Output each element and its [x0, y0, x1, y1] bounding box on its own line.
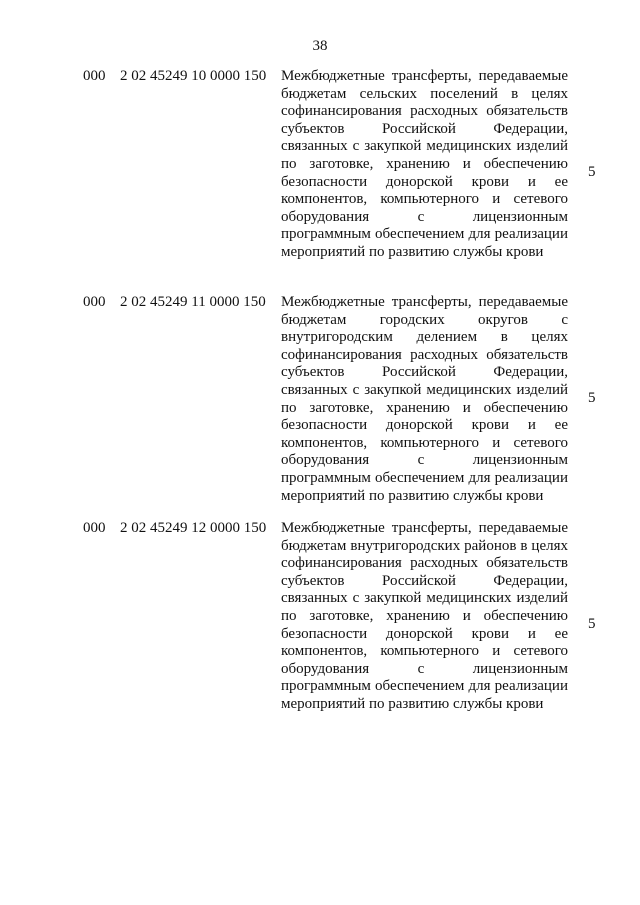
page-number: 38 — [312, 38, 328, 54]
allocation-norm: 5 — [588, 390, 596, 406]
budget-classification-code: 2 02 45249 12 0000 150 — [120, 520, 267, 536]
allocation-norm: 5 — [588, 164, 596, 180]
admin-code: 000 — [83, 68, 106, 84]
table-row — [0, 68, 640, 294]
budget-table — [0, 68, 640, 746]
budget-classification-code: 2 02 45249 10 0000 150 — [120, 68, 267, 84]
table-row — [0, 294, 640, 520]
budget-classification-code: 2 02 45249 11 0000 150 — [120, 294, 266, 310]
admin-code: 000 — [83, 294, 106, 310]
revenue-name: Межбюджетные трансферты, передаваемые бюджетам сельских поселений в целях софинансирования расходных обязательств субъектов Российской Федерации, связанных с закупкой медицинских изделий по заготовке, хранению и обеспечению безопасности донорской крови и ее компонентов, компьютерного и сетевого оборудования с лицензионным программным обеспечением для реализации мероприятий по развитию службы крови — [281, 68, 568, 260]
revenue-name: Межбюджетные трансферты, передаваемые бюджетам городских округов с внутригородским делением в целях софинансирования расходных обязательств субъектов Российской Федерации, связанных с закупкой медицинских изделий по заготовке, хранению и обеспечению безопасности донорской крови и ее компонентов, компьютерного и сетевого оборудования с лицензионным программным обеспечением для реализации мероприятий по развитию службы крови — [281, 294, 568, 504]
admin-code: 000 — [83, 520, 106, 536]
revenue-name: Межбюджетные трансферты, передаваемые бюджетам внутригородских районов в целях софинансирования расходных обязательств субъектов Российской Федерации, связанных с закупкой медицинских изделий по заготовке, хранению и обеспечению безопасности донорской крови и ее компонентов, компьютерного и сетевого оборудования с лицензионным программным обеспечением для реализации мероприятий по развитию службы крови — [281, 520, 568, 712]
table-row — [0, 520, 640, 746]
allocation-norm: 5 — [588, 616, 596, 632]
